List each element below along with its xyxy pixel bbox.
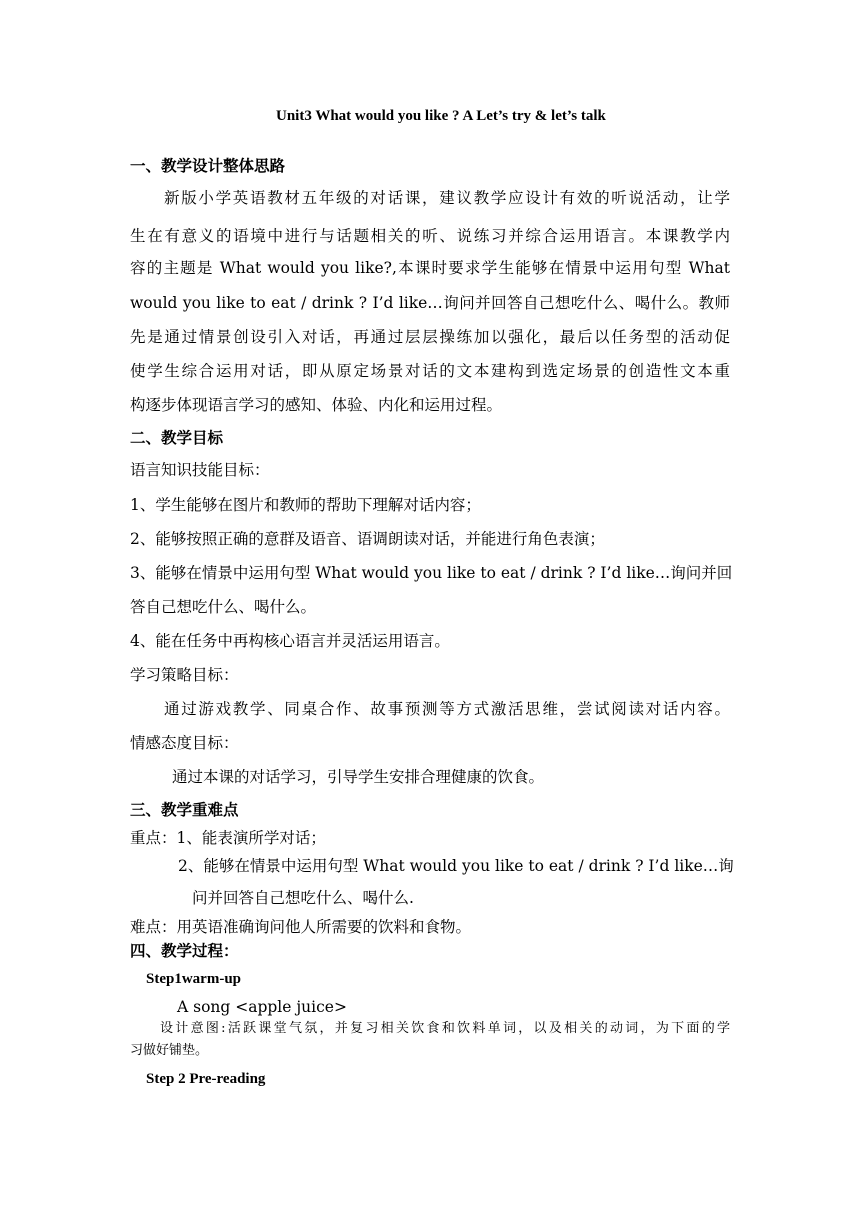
- document-title: Unit3 What would you like ? A Let’s try & let’s talk: [276, 108, 606, 124]
- key-point-2-continuation: 问并回答自己想吃什么、喝什么.: [192, 889, 414, 907]
- key-point-1: 重点：1、能表演所学对话；: [130, 829, 326, 847]
- paragraph-line: 新版小学英语教材五年级的对话课，建议教学应设计有效的听说活动，让学: [164, 189, 730, 207]
- list-item: 4、能在任务中再构核心语言并灵活运用语言。: [130, 632, 450, 650]
- list-item: 3、能够在情景中运用句型 What would you like to eat / drink ? I’d like…询问并回: [130, 564, 733, 582]
- list-item-continuation: 答自己想吃什么、喝什么。: [130, 598, 317, 616]
- paragraph-line: 先是通过情景创设引入对话，再通过层层操练加以强化，最后以任务型的活动促: [130, 328, 730, 346]
- subsection-label: 语言知识技能目标：: [130, 461, 270, 479]
- paragraph-line: 容的主题是 What would you like?,本课时要求学生能够在情景中运用句型 What: [130, 259, 730, 277]
- subsection-label: 学习策略目标：: [130, 666, 239, 684]
- section-heading-objectives: 二、教学目标: [130, 428, 224, 447]
- attitude-text: 通过本课的对话学习，引导学生安排合理健康的饮食。: [172, 768, 545, 786]
- section-heading-key-points: 三、教学重难点: [130, 800, 239, 819]
- section-heading-design-idea: 一、教学设计整体思路: [130, 156, 286, 175]
- paragraph-line: would you like to eat / drink ? I’d like…询问并回答自己想吃什么、喝什么。教师: [130, 294, 730, 312]
- difficulty-text: 难点：用英语准确询问他人所需要的饮料和食物。: [130, 918, 472, 936]
- step1-design-note: 设计意图:活跃课堂气氛，并复习相关饮食和饮料单词，以及相关的动词，为下面的学: [160, 1021, 730, 1036]
- key-point-2: 2、能够在情景中运用句型 What would you like to eat / drink ? I’d like…询: [178, 857, 734, 875]
- subsection-label: 情感态度目标：: [130, 734, 239, 752]
- section-heading-process: 四、教学过程：: [130, 941, 239, 960]
- step1-content: A song <apple juice>: [177, 998, 347, 1016]
- step1-design-note-continuation: 习做好铺垫。: [130, 1043, 209, 1058]
- strategy-text: 通过游戏教学、同桌合作、故事预测等方式激活思维，尝试阅读对话内容。: [164, 700, 730, 718]
- step2-title: Step 2 Pre-reading: [146, 1071, 266, 1087]
- paragraph-line: 生在有意义的语境中进行与话题相关的听、说练习并综合运用语言。本课教学内: [130, 227, 730, 245]
- paragraph-line: 构逐步体现语言学习的感知、体验、内化和运用过程。: [130, 396, 503, 414]
- paragraph-line: 使学生综合运用对话，即从原定场景对话的文本建构到选定场景的创造性文本重: [130, 362, 730, 380]
- step1-title: Step1warm-up: [146, 971, 242, 987]
- list-item: 1、学生能够在图片和教师的帮助下理解对话内容；: [130, 496, 481, 514]
- list-item: 2、能够按照正确的意群及语音、语调朗读对话，并能进行角色表演；: [130, 530, 605, 548]
